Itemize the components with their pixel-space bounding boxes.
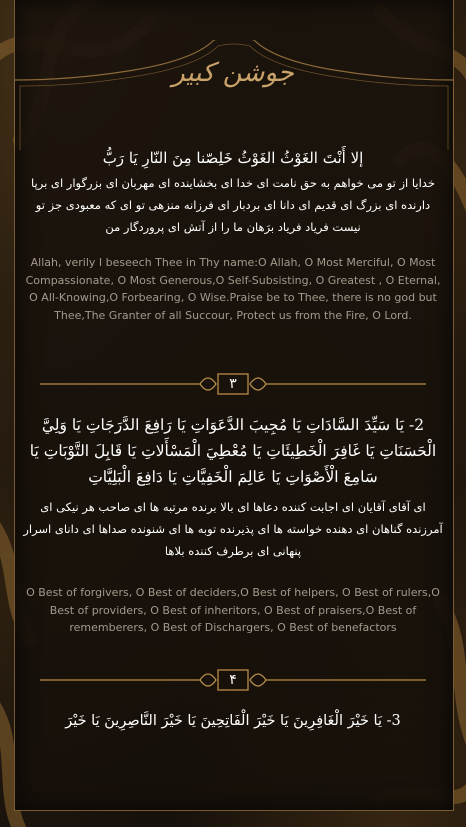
section-2-arabic: 2- يَا سَيِّدَ السَّادَاتِ يَا مُجِيبَ الدَّعَوَاتِ يَا رَافِعَ الدَّرَجَاتِ يَا وَلِيَّ الْحَسَنَاتِ يَا غَافِرَ الْخَطِيئَاتِ يَا مُعْطِيَ الْمَسْأَلاتِ يَا قَابِلَ التَّوْبَاتِ يَا سَامِعَ الْأَصْوَاتِ يَا عَالِمَ الْخَفِيَّاتِ يَا دَافِعَ الْبَلِيَّاتِ — [29, 416, 437, 486]
arch-ornament — [14, 40, 454, 150]
section-divider-3 — [30, 372, 436, 396]
section-2-english: O Best of forgivers, O Best of deciders,O Best of helpers, O Best of rulers,O Best of providers, O Best of inheritors, O Best of praisers,O Best of rememberers, O Best of Dischargers, O Best of benefactors — [26, 586, 440, 634]
section-1-arabic: إلا أَنْتَ الغَوْثُ الغَوْثُ خَلِصّنا مِنَ النّارِ يَا رَبُّ — [102, 149, 364, 167]
section-number: ۳ — [229, 376, 237, 392]
section-divider-4 — [30, 668, 436, 692]
section-1-persian: خدایا از تو می خواهم به حق نامت ای خدا ای بخشاینده ای مهربان ای بزرگوار ای برپا دارنده ای بزرگ ای قدیم ای دانا ای بردبار ای فرزانه منزهی تو ای که معبودی جز تو نیست فریاد فریاد برَهان ما را از آتش ای پروردگار من — [31, 176, 435, 234]
section-1-english: Allah, verily I beseech Thee in Thy name:O Allah, O Most Merciful, O Most Compassionate, O Most Generous,O Self-Subsisting, O Greatest , O Eternal, O All-Knowing,O Forbearing, O Wise.Praise be to Thee, there is no god but Thee,The Granter of all Succour, Protect us from the Fire, O Lord. — [25, 256, 441, 322]
section-2-persian: ای آقای آقایان ای اجابت کننده دعاها ای بالا برنده مرتبه ها ای صاحب هر نیکی ای آمرزنده گناهان ای دهنده خواسته ها ای پذیرنده توبه ها ای شنونده صداها ای دانای اسرار پنهانی ای برطرف کننده بلاها — [23, 500, 443, 558]
section-number: ۴ — [229, 672, 237, 688]
section-3-arabic: 3- يَا خَيْرَ الْغَافِرِينَ يَا خَيْرَ الْفَاتِحِينَ يَا خَيْرَ النَّاصِرِينَ يَا خَيْرَ — [65, 713, 401, 729]
jawshan-kabir-logo: جوشن کبیر — [172, 58, 294, 88]
